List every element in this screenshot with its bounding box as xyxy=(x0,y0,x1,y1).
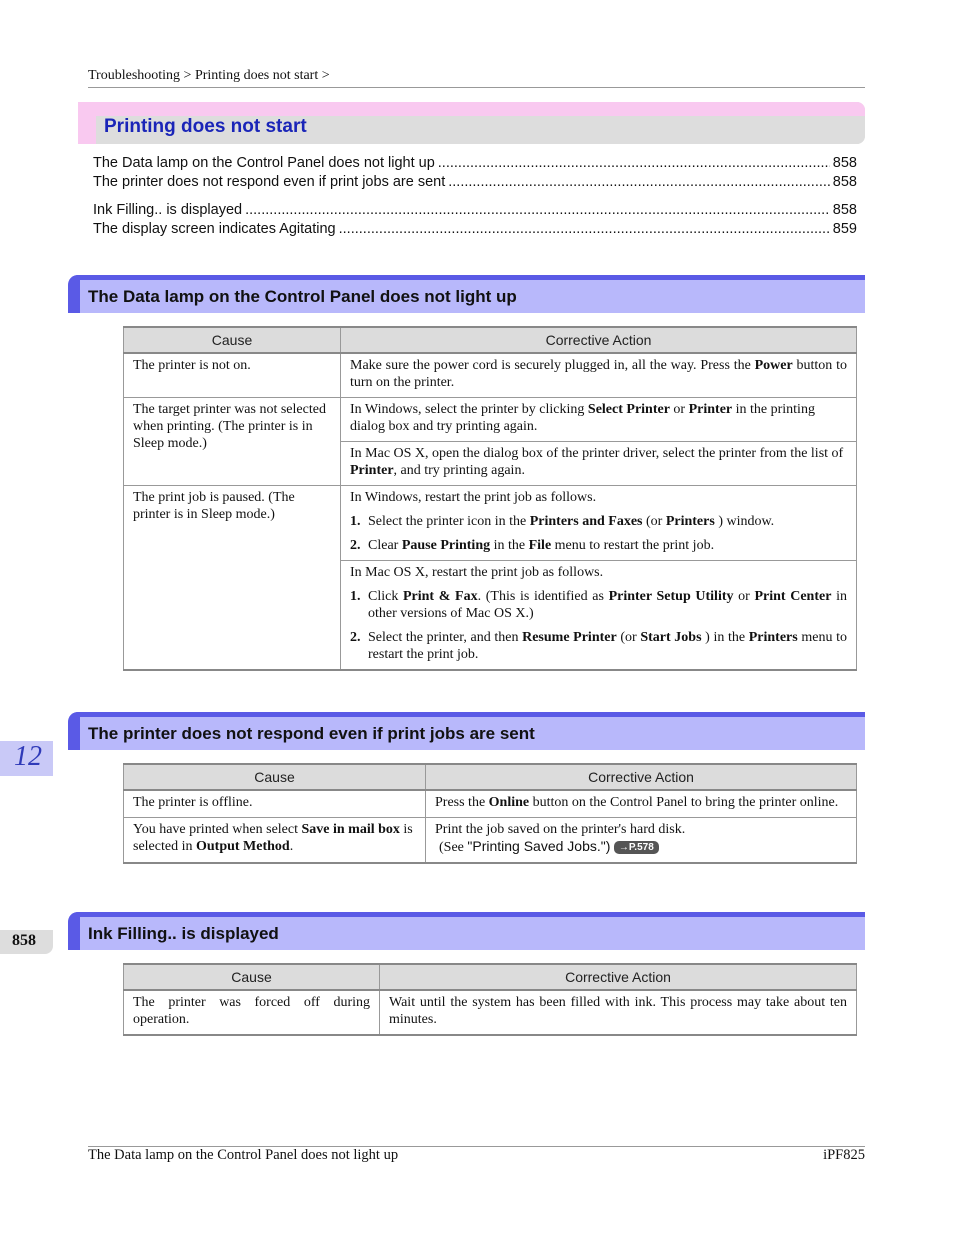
toc xyxy=(93,155,857,193)
cause-cell: You have printed when select Save in mail box is selected in Output Method. xyxy=(124,818,426,864)
action-cell: Make sure the power cord is securely plugged in, all the way. Press the Power button to turn on the printer. xyxy=(341,353,857,398)
breadcrumb: Troubleshooting > Printing does not start > xyxy=(88,68,330,83)
page-reference-badge[interactable]: →P.578 xyxy=(614,841,659,854)
action-cell: Press the Online button on the Control Panel to bring the printer online. xyxy=(426,790,857,818)
cross-reference-link[interactable]: "Printing Saved Jobs.") xyxy=(467,838,611,854)
section-title: The Data lamp on the Control Panel does not light up xyxy=(88,287,517,306)
action-cell: Print the job saved on the printer's hard disk. (See "Printing Saved Jobs.") →P.578 xyxy=(426,818,857,864)
table-row xyxy=(124,818,857,864)
column-header-cause: Cause xyxy=(124,964,380,990)
toc-entry-title[interactable]: The Data lamp on the Control Panel does not light up xyxy=(93,155,435,171)
column-header-cause: Cause xyxy=(124,764,426,790)
footer-model-name: iPF825 xyxy=(823,1147,865,1163)
action-cell: In Mac OS X, restart the print job as follows. 1. Click Print & Fax. (This is identified as Printer Setup Utility or Print Center in other versions of Mac OS X.) 2. Select the printer, and then Resume Printer (or Start Jobs ) in the Printers menu to restart the print job. xyxy=(341,561,857,671)
action-cell: Wait until the system has been filled with ink. This process may take about ten minutes. xyxy=(380,990,857,1035)
section-title: The printer does not respond even if print jobs are sent xyxy=(88,724,535,743)
toc-entry[interactable] xyxy=(93,155,857,174)
troubleshooting-table xyxy=(123,963,857,1036)
toc-entry[interactable] xyxy=(93,221,857,240)
toc-entry-page[interactable]: 858 xyxy=(832,155,857,171)
section-title: Ink Filling.. is displayed xyxy=(88,924,279,943)
toc-entry[interactable] xyxy=(93,202,857,221)
table-row xyxy=(124,353,857,398)
toc xyxy=(93,202,857,240)
page-title: Printing does not start xyxy=(104,116,307,137)
action-cell: In Windows, restart the print job as follows. 1. Select the printer icon in the Printers and Faxes (or Printers ) window. 2. Clear Pause Printing in the File menu to restart the print job. xyxy=(341,486,857,561)
toc-entry-title[interactable]: Ink Filling.. is displayed xyxy=(93,202,243,218)
footer-section-title: The Data lamp on the Control Panel does not light up xyxy=(88,1147,399,1163)
header-rule xyxy=(88,87,865,88)
toc-entry-page[interactable]: 858 xyxy=(832,174,857,190)
toc-entry-title[interactable]: The printer does not respond even if print jobs are sent xyxy=(93,174,446,190)
action-cell: In Windows, select the printer by clicking Select Printer or Printer in the printing dialog box and try printing again. xyxy=(341,398,857,442)
cause-cell: The target printer was not selected when printing. (The printer is in Sleep mode.) xyxy=(124,398,341,486)
page-number-tab xyxy=(0,930,53,954)
column-header-action: Corrective Action xyxy=(380,964,857,990)
column-header-action: Corrective Action xyxy=(341,327,857,353)
table-row xyxy=(124,398,857,442)
column-header-action: Corrective Action xyxy=(426,764,857,790)
troubleshooting-table xyxy=(123,763,857,864)
section-heading-bar xyxy=(68,712,865,750)
toc-entry-page[interactable]: 859 xyxy=(832,221,857,237)
table-row xyxy=(124,486,857,561)
toc-entry-title[interactable]: The display screen indicates Agitating xyxy=(93,221,336,237)
chapter-tab xyxy=(0,741,53,776)
table-row xyxy=(124,990,857,1035)
action-cell: In Mac OS X, open the dialog box of the printer driver, select the printer from the list of Printer, and try printing again. xyxy=(341,442,857,486)
section-heading-bar xyxy=(68,275,865,313)
troubleshooting-table xyxy=(123,326,857,671)
cause-cell: The printer is not on. xyxy=(124,353,341,398)
cause-cell: The printer is offline. xyxy=(124,790,426,818)
toc-entry[interactable] xyxy=(93,174,857,193)
table-row xyxy=(124,790,857,818)
cause-cell: The printer was forced off during operation. xyxy=(124,990,380,1035)
page-number: 858 xyxy=(12,932,36,949)
column-header-cause: Cause xyxy=(124,327,341,353)
section-heading-bar xyxy=(68,912,865,950)
toc-entry-page[interactable]: 858 xyxy=(832,202,857,218)
cause-cell: The print job is paused. (The printer is in Sleep mode.) xyxy=(124,486,341,671)
chapter-number: 12 xyxy=(14,741,42,772)
